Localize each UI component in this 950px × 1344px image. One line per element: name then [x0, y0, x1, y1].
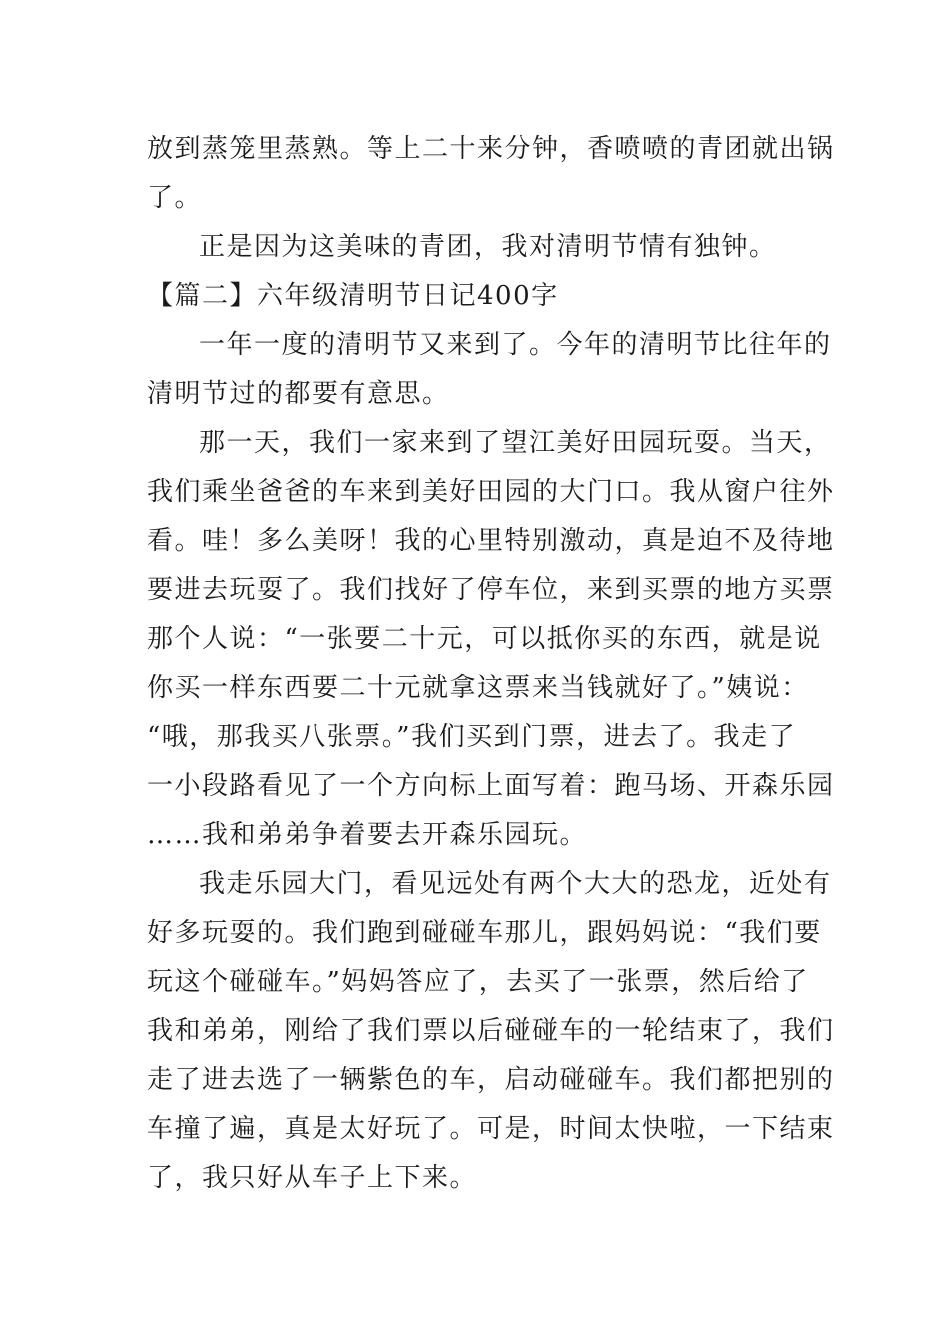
paragraph-line: 我走乐园大门，看见远处有两个大大的恐龙，近处有 [199, 869, 832, 899]
text-line: 我和弟弟，刚给了我们票以后碰碰车的一轮结束了，我们 [147, 1016, 835, 1046]
text-line: 了。 [147, 183, 203, 213]
paragraph-line: 那一天，我们一家来到了望江美好田园玩耍。当天， [199, 428, 832, 458]
paragraph-line: 正是因为这美味的青团，我对清明节情有独钟。 [199, 232, 777, 262]
document-body [147, 125, 835, 1203]
text-line: 清明节过的都要有意思。 [147, 379, 450, 409]
text-line: 那个人说：“一张要二十元，可以抵你买的东西，就是说 [147, 624, 822, 654]
paragraph-line: 一年一度的清明节又来到了。今年的清明节比往年的 [199, 330, 832, 360]
text-line: 玩这个碰碰车。”妈妈答应了，去买了一张票，然后给了 [147, 967, 809, 997]
text-line: 放到蒸笼里蒸熟。等上二十来分钟，香喷喷的青团就出锅 [147, 134, 835, 164]
text-line: 好多玩耍的。我们跑到碰碰车那儿，跟妈妈说：“我们要 [147, 918, 822, 948]
text-line: 了，我只好从车子上下来。 [147, 1163, 478, 1193]
text-line: 你买一样东西要二十元就拿这票来当钱就好了。”姨说： [147, 673, 809, 703]
text-line: 车撞了遍，真是太好玩了。可是，时间太快啦，一下结束 [147, 1114, 835, 1144]
text-line: 我们乘坐爸爸的车来到美好田园的大门口。我从窗户往外 [147, 477, 835, 507]
section-heading: 【篇二】六年级清明节日记400字 [147, 281, 559, 311]
text-line: ……我和弟弟争着要去开森乐园玩。 [147, 820, 588, 850]
text-line: 要进去玩耍了。我们找好了停车位，来到买票的地方买票 [147, 575, 835, 605]
text-line: 一小段路看见了一个方向标上面写着：跑马场、开森乐园 [147, 771, 835, 801]
text-line: 看。哇！多么美呀！我的心里特别激动，真是迫不及待地 [147, 526, 835, 556]
text-line: 走了进去选了一辆紫色的车，启动碰碰车。我们都把别的 [147, 1065, 835, 1095]
text-line: “哦，那我买八张票。”我们买到门票，进去了。我走了 [147, 722, 797, 752]
